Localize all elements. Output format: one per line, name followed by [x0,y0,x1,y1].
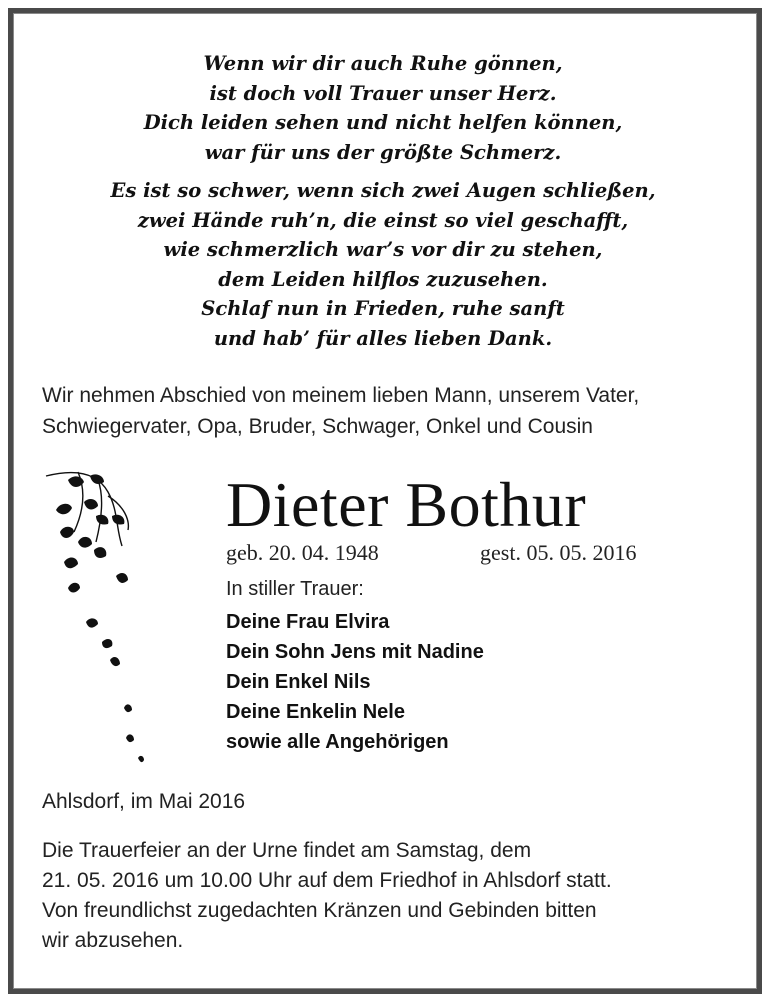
funeral-line: Von freundlichst zugedachten Kränzen und Gebinden bitten [42,899,597,922]
poem-line: wie schmerzlich war’s vor dir zu stehen, [163,238,603,261]
intro-line: Wir nehmen Abschied von meinem lieben Mann, unserem Vater, [42,384,640,407]
poem-stanza-1 [0,49,766,167]
poem-line: Es ist so schwer, wenn sich zwei Augen schließen, [110,179,656,202]
poem-line: Schlaf nun in Frieden, ruhe sanft [201,297,565,320]
funeral-line: Die Trauerfeier an der Urne findet am Samstag, dem [42,839,532,862]
funeral-info [42,836,742,956]
mourners-list [226,607,484,757]
mourner: sowie alle Angehörigen [226,731,449,753]
funeral-line: 21. 05. 2016 um 10.00 Uhr auf dem Friedhof in Ahlsdorf statt. [42,869,612,892]
mourner: Dein Sohn Jens mit Nadine [226,641,484,663]
death-date: gest. 05. 05. 2016 [480,540,637,565]
mourning-label: In stiller Trauer: [226,578,364,600]
mourner: Deine Enkelin Nele [226,701,405,723]
funeral-line: wir abzusehen. [42,929,184,952]
intro-line: Schwiegervater, Opa, Bruder, Schwager, Onkel und Cousin [42,415,593,438]
poem-line: ist doch voll Trauer unser Herz. [209,81,557,105]
poem-line: war für uns der größte Schmerz. [204,140,562,164]
poem-line: Wenn wir dir auch Ruhe gönnen, [203,52,563,75]
mourner: Dein Enkel Nils [226,671,371,693]
falling-leaves-branch-icon [38,466,188,776]
poem-line: dem Leiden hilflos zuzusehen. [218,267,548,291]
farewell-intro [42,380,742,442]
poem-line: Dich leiden sehen und nicht helfen können, [143,111,623,134]
mourner: Deine Frau Elvira [226,611,390,633]
place-date: Ahlsdorf, im Mai 2016 [42,790,246,813]
poem-stanza-2 [0,176,766,353]
deceased-name: Dieter Bothur [226,469,587,540]
birth-date: geb. 20. 04. 1948 [226,540,379,565]
poem-line: und hab’ für alles lieben Dank. [213,326,553,350]
poem-line: zwei Hände ruh’n, die einst so viel geschafft, [137,208,629,232]
